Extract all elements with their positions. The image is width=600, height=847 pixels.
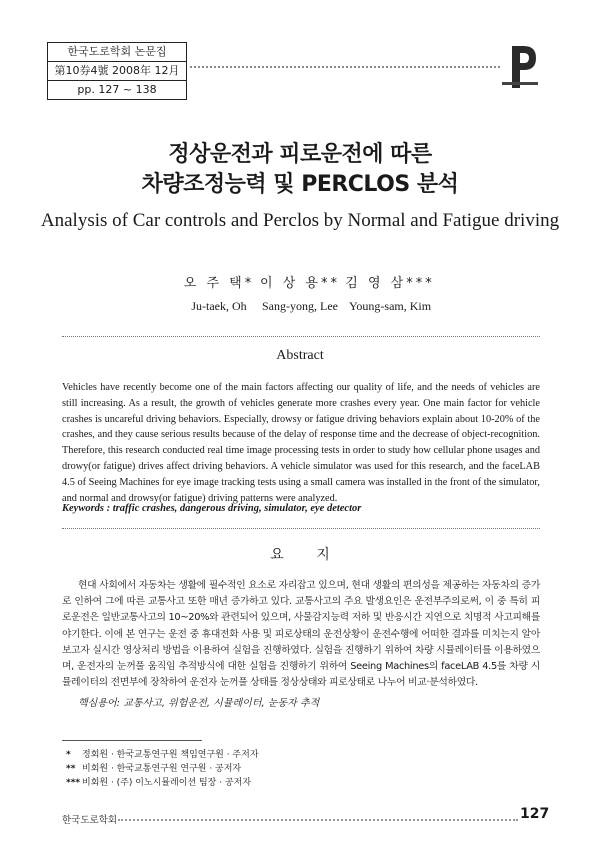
author-1-en: Ju-taek, Oh: [191, 299, 247, 313]
footnote-3-text: 비회원 · (주) 이노시뮬레이션 팀장 · 공저자: [82, 778, 252, 788]
summary-heading-korean: 요 지: [270, 547, 344, 563]
footnote-rule: [62, 740, 202, 741]
footnote-2-mark: **: [66, 764, 76, 774]
journal-pages: pp. 127 ~ 138: [77, 83, 157, 96]
footnote-3: [66, 776, 259, 790]
footer-journal: 한국도로학회: [62, 815, 118, 826]
journal-volume: 第10券4號 2008年 12月: [48, 62, 186, 81]
author-3-ko: 김 영 삼***: [345, 276, 435, 291]
abstract-heading: Abstract: [276, 348, 324, 363]
journal-info-box: [47, 42, 187, 100]
keywords-korean: 핵심용어: 교통사고, 위험운전, 시뮬레이터, 눈동자 추적: [78, 698, 320, 709]
footnote-1-mark: *: [66, 750, 71, 760]
page-number: 127: [520, 806, 550, 822]
footer-dotted-rule: [118, 819, 518, 821]
title-korean-line2: 차량조정능력 및 PERCLOS 분석: [141, 172, 459, 197]
footnote-1: [66, 748, 259, 762]
title-korean: [0, 140, 600, 200]
author-2-en: Sang-yong, Lee: [262, 299, 338, 313]
divider-top: [62, 336, 540, 337]
divider-middle: [62, 528, 540, 529]
footnote-2: [66, 762, 259, 776]
keywords-english: Keywords : traffic crashes, dangerous driving, simulator, eye detector: [62, 503, 362, 514]
summary-text-korean: 현대 사회에서 자동차는 생활에 필수적인 요소로 자리잡고 있으며, 현대 생활의 편의성을 제공하는 자동차의 증가로 인하여 그에 따른 교통사고 또한 매년 증가하고 있다. 교통사고의 주요 발생요인은 운전부주의로써, 이 중 특히 피로운전은 일반교통사고의 10~20%와 관련되어 있으며, 사물감지능력 저하 및 반응시간 지연으로 치명적 사고피해를 야기한다. 이에 본 연구는 운전 중 휴대전화 사용 및 피로상태의 운전상황이 운전수행에 어떠한 결과를 미치는지 알아보고자 실시간 영상처리 방법을 이용하여 실험을 진행하였다. 실험을 진행하기 위하여 차량 시뮬레이터를 이용하였으며, 운전자의 눈꺼풀 움직임 추적방식에 대한 실험을 진행하기 위하여 Seeing Machines의 faceLAB 4.5를 차량 시뮬레이터의 전면부에 장착하여 운전자 눈꺼풀 상태를 정상상태와 피로상태로 나누어 비교·분석하였다.: [62, 580, 540, 689]
journal-name: 한국도로학회 논문집: [48, 43, 186, 62]
author-3-en: Young-sam, Kim: [348, 299, 432, 313]
author-1-ko: 오 주 택*: [183, 276, 255, 291]
author-2-ko: 이 상 용**: [260, 276, 340, 291]
footnote-1-text: 정회원 · 한국교통연구원 책임연구원 · 주저자: [82, 750, 259, 760]
abstract-text: Vehicles have recently become one of the main factors affecting our quality of life, and the needs of vehicles are still increasing. As a result, the growth of vehicles generate more crashes every year. One main factor for vehicle crashes is uncareful driving behaviors. Especially, drowsy or fatigue driving behaviors explain about 10-20% of the crashes, and they cause serious results because of the delay of response time and the decrease of object-recognition. Therefore, this research conducted real time image processing tests in order to study how cellular phone usages and drowy(or fatigue) drives affect driving behaviors. A vehicle simulator was used for this research, and the faceLAB 4.5 of Seeing Machines for eye image tracking tests using a small camera was installed in the front of the simulator, and normal and drowsy(or fatigue) driving patterns were analyzed.: [62, 382, 540, 504]
header-dotted-rule: [190, 66, 500, 68]
footnote-3-mark: ***: [66, 778, 81, 788]
footnote-2-text: 비회원 · 한국교통연구원 연구원 · 공저자: [82, 764, 242, 774]
title-korean-line1: 정상운전과 피로운전에 따른: [168, 142, 432, 167]
title-english: Analysis of Car controls and Perclos by Normal and Fatigue driving: [40, 210, 560, 231]
footnotes: [66, 748, 259, 790]
journal-logo-icon: [500, 42, 540, 92]
author-3: [325, 272, 455, 314]
